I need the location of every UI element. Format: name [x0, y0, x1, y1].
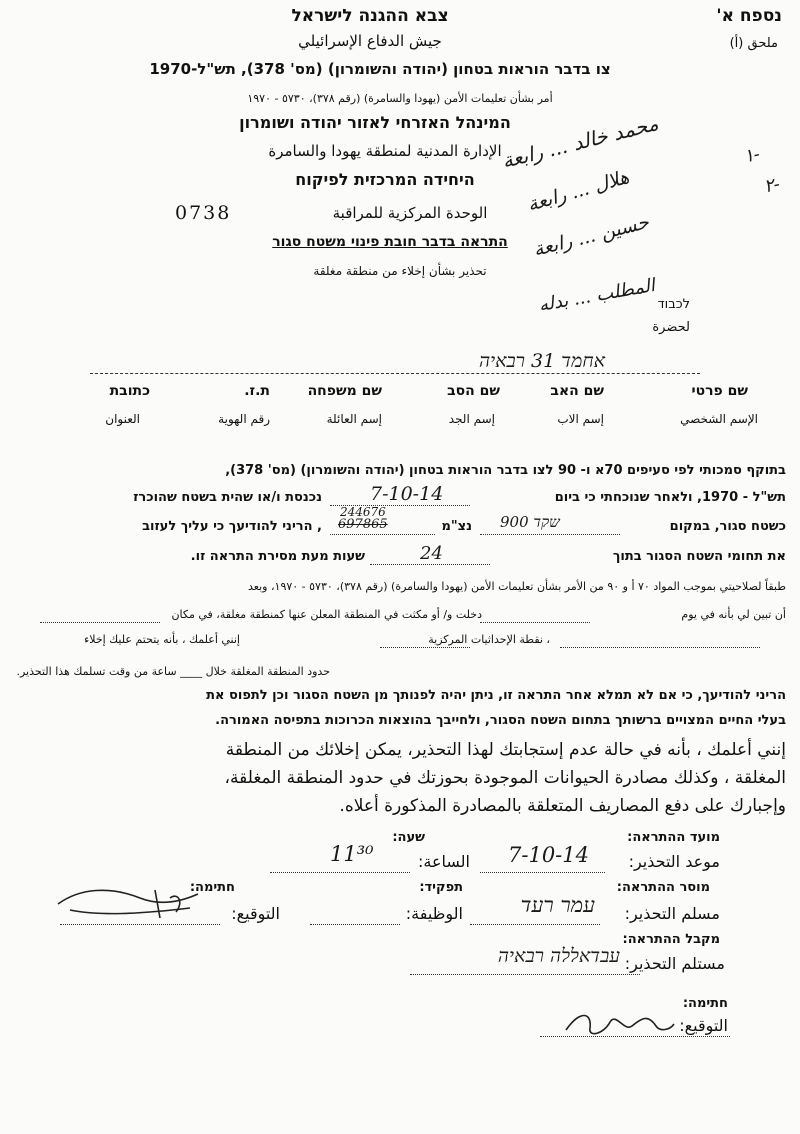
field-grandfather-name-he: שם הסב — [447, 383, 500, 399]
order-title-he: צו בדבר הוראות בטחון (יהודה והשומרון) (מס' 378), תש"ל-1970 — [149, 60, 611, 78]
filled-coord-e: 244676 — [340, 505, 386, 519]
field-family-name-he: שם משפחה — [307, 383, 382, 399]
field-grandfather-name-ar: إسم الجد — [448, 412, 495, 426]
body-ar-line-1: طبقاً لصلاحيتي بموجب المواد ٧٠ أ و ٩٠ من الأمر بشأن تعليمات الأمن (يهودا والسامرة) (رقم ٣٧٨)، ٥٧٣٠ - ١٩٧٠، وبعد — [248, 580, 786, 593]
body-he-line-4b: שעות מעת מסירת התראה זו. — [190, 549, 365, 564]
footer-role-he: תפקיד: — [419, 880, 463, 895]
to-label-ar: لحضرة — [652, 320, 690, 335]
officer-signature — [50, 880, 210, 930]
consequence-ar-line-2: المغلقة ، وكذلك مصادرة الحيوانات الموجودة بحوزتك في حدود المنطقة المغلقة، — [224, 768, 786, 788]
handwritten-name-1: محمد خالد ... رابعة — [499, 110, 661, 174]
filled-hours: 24 — [420, 543, 443, 564]
field-id-he: ת.ז. — [244, 383, 270, 399]
handwritten-addressee: אחמד 31 רבאיה — [479, 350, 605, 372]
footer-hour-ar: الساعة: — [418, 852, 470, 871]
footer-receiver-ar: مستلم التحذير: — [624, 954, 725, 973]
idf-title-he: צבא ההגנה לישראל — [291, 6, 449, 26]
consequence-ar-line-1: إنني أعلمك ، بأنه في حالة عدم إستجابتك لهذا التحذير، يمكن إخلائك من المنطقة — [225, 740, 786, 760]
field-family-name-ar: إسم العائلة — [326, 412, 382, 426]
body-he-line-4a: את תחומי השטח הסגור בתוך — [612, 549, 786, 564]
footer-hour-he: שעה: — [392, 830, 425, 845]
field-father-name-he: שם האב — [550, 383, 604, 399]
admin-title-he: המינהל האזרחי לאזור יהודה ושומרון — [239, 113, 511, 132]
handwritten-name-2: هلال ... رابعة — [524, 166, 632, 216]
appendix-label-ar: ملحق (أ) — [729, 36, 778, 51]
field-address-ar: العنوان — [105, 412, 140, 426]
to-label-he: לכבוד — [657, 297, 690, 312]
appendix-label-he: נספח א' — [716, 6, 782, 26]
warning-title-he: התראה בדבר חובת פינוי משטח סגור — [272, 234, 508, 250]
footer-role-ar: الوظيفة: — [405, 904, 463, 923]
field-father-name-ar: إسم الاب — [557, 412, 604, 426]
footer-deliverer-he: מוסר ההתראה: — [616, 880, 710, 895]
body-he-line-3c: , הריני להודיעך כי עליך לעזוב — [142, 519, 322, 534]
body-ar-line-3b: إنني أعلمك ، بأنه يتحتم عليك إخلاء — [84, 633, 240, 646]
filled-coord-n: 697865 — [338, 517, 388, 532]
footer-time-ar: موعد التحذير: — [628, 852, 720, 871]
side-mark-2: -٢ — [762, 173, 783, 198]
body-ar-line-4: حدود المنطقة المغلقة خلال ____ ساعة من وقت تسلمك هذا التحذير. — [16, 665, 330, 678]
recipient-signature — [560, 1004, 680, 1040]
warning-title-ar: تحذير بشأن إخلاء من منطقة مغلقة — [313, 264, 487, 278]
addressee-line — [90, 373, 700, 374]
body-he-line-2b: נכנסת ו/או שהית בשטח שהוכרז — [133, 490, 322, 505]
body-ar-line-2b: دخلت و/ أو مكثت في المنطقة المعلن عنها كمنطقة مغلقة، في مكان — [171, 608, 482, 621]
field-address-he: כתובת — [109, 383, 150, 399]
consequence-ar-line-3: وإجبارك على دفع المصاريف المتعلقة بالمصادرة المذكورة أعلاه. — [339, 796, 786, 816]
admin-title-ar: الإدارة المدنية لمنطقة يهودا والسامرة — [268, 142, 502, 160]
body-ar-line-3a: ، نقطة الإحداثيات المركزية — [428, 633, 550, 646]
footer-sign-ar: التوقيع: — [231, 904, 280, 923]
field-first-name-he: שם פרטי — [691, 383, 748, 399]
body-he-line-1: בתוקף סמכותי לפי סעיפים 70א ו- 90 לצו בדבר הוראות בטחון (יהודה והשומרון) (מס' 378), — [225, 463, 786, 478]
footer-receiver-he: מקבל ההתראה: — [622, 932, 720, 947]
filled-notice-date: 7-10-14 — [508, 843, 589, 867]
filled-recipient: עבדאללה רבאיה — [497, 945, 620, 967]
footer-deliverer-ar: مسلم التحذير: — [624, 904, 720, 923]
consequence-he-line-1: הריני להודיעך, כי אם לא תמלא אחר התראה זו, ניתן יהיה לפנותך מן השטח הסגור וכן לתפוס את — [206, 688, 786, 703]
footer-sign-he: חתימה: — [189, 880, 235, 895]
unit-title-he: היחידה המרכזית לפיקוח — [295, 170, 475, 189]
footer-time-he: מועד ההתראה: — [627, 830, 720, 845]
body-he-line-3a: כשטח סגור, במקום — [669, 519, 786, 534]
body-he-line-2a: תש"ל - 1970, ולאחר שנוכחתי כי ביום — [554, 490, 786, 505]
footer-sign2-he: חתימה: — [682, 996, 728, 1011]
body-ar-line-2a: أن تبين لي بأنه في يوم — [681, 608, 786, 621]
consequence-he-line-2: בעלי החיים המצויים ברשותך בתחום השטח הסגור, ולחייבך בהוצאות הכרוכות בתפיסה האמורה. — [215, 713, 786, 728]
filled-time: 11³⁰ — [330, 842, 374, 866]
side-mark-1: -١ — [742, 143, 763, 168]
filled-date: 7-10-14 — [370, 483, 444, 505]
body-he-line-3b: נצ"מ — [441, 519, 472, 534]
field-id-ar: رقم الهوية — [218, 412, 270, 426]
handwritten-name-3: حسين ... رابعة — [530, 211, 651, 261]
handwritten-name-4: المطلب ... بدله — [536, 274, 656, 317]
idf-title-ar: جيش الدفاع الإسرائيلي — [298, 32, 442, 50]
filled-officer: עמר רעד — [520, 893, 595, 917]
field-first-name-ar: الإسم الشخصي — [680, 412, 758, 426]
footer-sign2-ar: التوقيع: — [679, 1016, 728, 1035]
order-title-ar: أمر بشأن تعليمات الأمن (يهودا والسامرة) (رقم ٣٧٨)، ٥٧٣٠ - ١٩٧٠ — [247, 92, 553, 105]
document-number: 0738 — [175, 202, 232, 224]
unit-title-ar: الوحدة المركزية للمراقبة — [332, 204, 488, 222]
filled-place: 900 שקד — [500, 513, 560, 531]
